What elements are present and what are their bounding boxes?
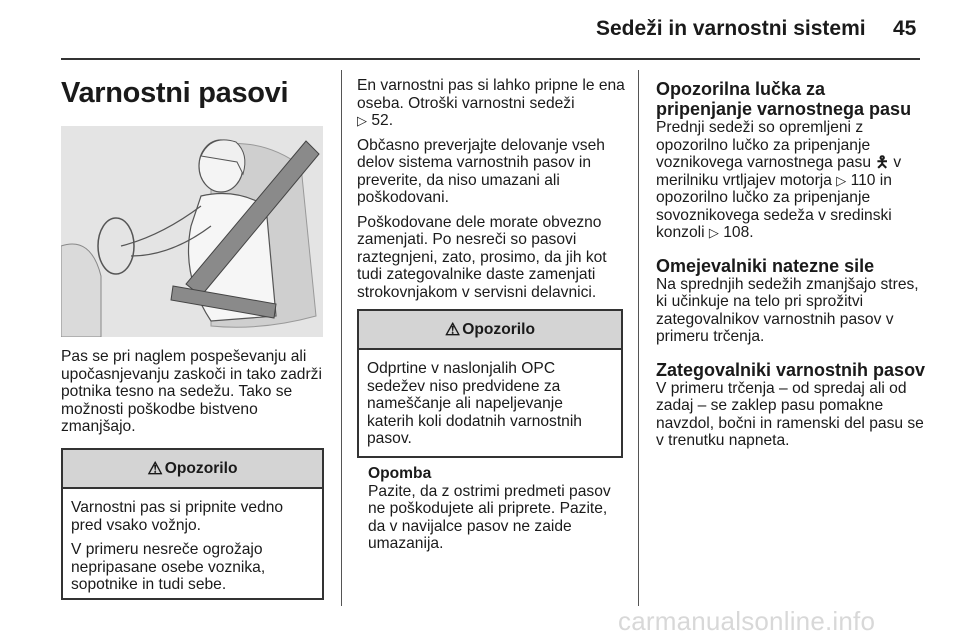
warning-triangle-icon: ⚠ (147, 458, 163, 478)
watermark: carmanualsonline.info (618, 606, 876, 636)
column-2-text (357, 77, 627, 308)
warning-title: Opozorilo (462, 320, 535, 338)
xref-link[interactable]: 52. (371, 112, 394, 129)
seatbelt-icon: 🯅 (875, 154, 890, 171)
note-block (368, 465, 626, 553)
subheading-pretensioners: Zategovalniki varnostnih pasov (656, 359, 926, 380)
seatbelt-illustration (61, 126, 323, 337)
warning-text-1: Varnostni pas si pripnite vedno pred vsako vožnjo. (71, 499, 284, 534)
note-text: Pazite, da z ostrimi predmeti pasov ne poškodujete ali priprete. Pazite, da v navijalce pasov ne zaide umazanija. (368, 482, 611, 552)
xref-arrow-icon: ▷ (357, 113, 367, 128)
xref-arrow-icon: ▷ (708, 225, 719, 240)
warning-text: Odprtine v naslonjalih OPC sedežev niso predvidene za nameščanje ali napeljevanje katerih koli dodatnih varnostnih pasov. (367, 360, 582, 447)
section-heading: Varnostni pasovi (61, 77, 289, 109)
paragraph-2: Občasno preverjajte delovanje vseh delov sistema varnostnih pasov in preverite, da niso umazani ali poškodovani. (357, 136, 605, 206)
xref-link[interactable]: 108. (723, 224, 754, 241)
note-title: Opomba (368, 465, 432, 482)
warning-box-2 (357, 309, 623, 458)
page-number: 45 (893, 17, 917, 40)
column-divider-1 (341, 70, 342, 606)
warning-box-1 (61, 448, 324, 600)
xref-link[interactable]: 110 in (850, 171, 892, 189)
paragraph-1: En varnostni pas si lahko pripne le ena oseba. Otroški varnostni sedeži ▷ 52. (357, 77, 625, 129)
intro-paragraph: Pas se pri naglem pospeševanju ali upočasnjevanju zaskoči in tako zadrži potnika tesno na sedežu. Tako se možnosti poškodbe bistveno zmanjšajo. (61, 348, 322, 435)
force-limiters-text: Na sprednjih sedežih zmanjšajo stres, ki učinkuje na telo pri sprožitvi zategovalnikov varnostnih pasov v primeru trčenja. (656, 275, 919, 345)
column-3-text (656, 79, 926, 464)
warning-header (63, 450, 322, 489)
belt-warning-text: Prednji sedeži so opremljeni z opozorilno lučko za pripenjanje voznikovega varnostnega pasu 🯅 v merilniku vrtljajev motorja ▷ 110 in opozorilno lučko za pripenjanje sovoznikovega sedeža v sredinski konzoli ▷ 108. (656, 119, 902, 241)
xref-arrow-icon: ▷ (836, 172, 847, 188)
pretensioners-text: V primeru trčenja – od spredaj ali od zadaj – se zaklep pasu pomakne navzdol, bočni in ramenski del pasu se v trenutku napneta. (656, 379, 924, 449)
warning-triangle-icon: ⚠ (444, 319, 461, 339)
subheading-belt-warning: Opozorilna lučka za pripenjanje varnostnega pasu (656, 79, 912, 119)
warning-text-2: V primeru nesreče ogrožajo nepripasane osebe voznika, sopotnike in tudi sebe. (71, 541, 266, 593)
warning-title: Opozorilo (164, 459, 238, 477)
header-rule (61, 58, 920, 60)
page-header-title: Sedeži in varnostni sistemi (596, 17, 866, 40)
column-divider-2 (638, 70, 639, 606)
warning-header (359, 311, 621, 350)
subheading-force-limiters: Omejevalniki natezne sile (656, 255, 875, 276)
paragraph-3: Poškodovane dele morate obvezno zamenjati. Po nesreči so pasovi raztegnjeni, zato, prosimo, da jih kot tudi zategovalnike daste zamenjati strokovnjakom v servisni delavnici. (357, 213, 607, 301)
